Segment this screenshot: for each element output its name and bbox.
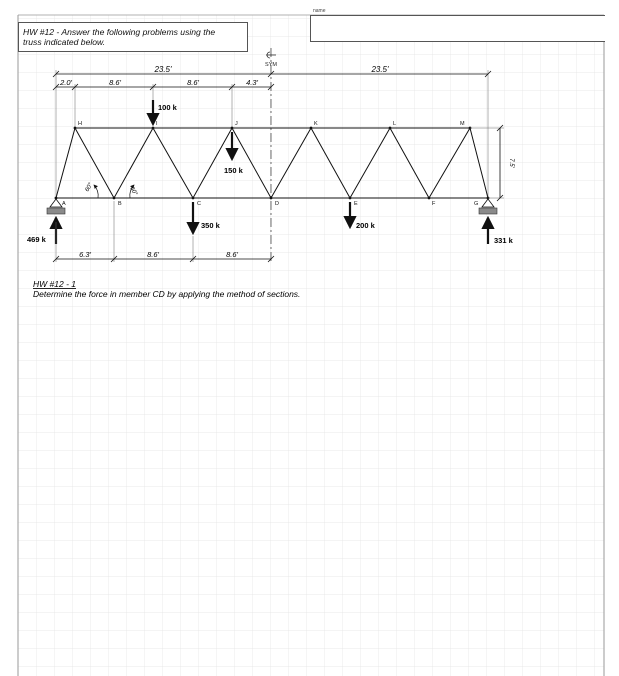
dim-b-c: 8.6': [147, 250, 159, 259]
problem-number: HW #12 - 1: [33, 279, 76, 289]
dim-h-i: 8.6': [109, 78, 121, 87]
dim-c-d: 8.6': [226, 250, 238, 259]
load-label-e: 200 k: [356, 221, 375, 230]
node-label-e: E: [354, 201, 358, 207]
assignment-title-line-1: HW #12 - Answer the following problems using the: [23, 27, 216, 37]
node-label-c: C: [197, 201, 201, 207]
dim-left-half: 23.5': [154, 65, 172, 74]
node-label-l: L: [393, 121, 397, 127]
node-label-k: K: [314, 121, 318, 127]
truss-members: [56, 128, 488, 198]
reaction-label-a: 469 k: [27, 235, 46, 244]
assignment-title-line-2: truss indicated below.: [23, 37, 106, 47]
height-label: 7.5': [508, 158, 514, 168]
angle-label-ab: 60°: [84, 182, 95, 193]
node-label-a: A: [62, 201, 66, 207]
load-label-c: 350 k: [201, 221, 220, 230]
problem-statement: Determine the force in member CD by applying the method of sections.: [33, 289, 301, 299]
node-label-h: H: [78, 121, 82, 127]
dim-j-sym: 4.3': [246, 78, 258, 87]
name-label: name: [313, 8, 326, 14]
load-label-j: 150 k: [224, 166, 243, 175]
node-label-f: F: [432, 201, 436, 207]
symmetry-label: SYM: [265, 62, 277, 68]
node-label-g: G: [474, 201, 479, 207]
dim-right-half: 23.5': [371, 65, 389, 74]
node-label-i: I: [156, 121, 158, 127]
node-label-b: B: [118, 201, 122, 207]
node-label-d: D: [275, 201, 279, 207]
load-label-i: 100 k: [158, 103, 177, 112]
symmetry-line: [266, 48, 276, 262]
node-label-j: J: [235, 121, 238, 127]
height-dimension: [470, 125, 504, 201]
angle-markers: [94, 185, 134, 198]
angle-label-bc: 60°: [128, 186, 139, 197]
dim-a-b: 6.3': [79, 250, 91, 259]
top-dimensions: [53, 70, 491, 198]
dim-2-0: 2.0': [60, 78, 72, 87]
dim-i-j: 8.6': [187, 78, 199, 87]
support-pin-g: [479, 199, 497, 214]
reaction-label-g: 331 k: [494, 236, 513, 245]
node-label-m: M: [460, 121, 465, 127]
